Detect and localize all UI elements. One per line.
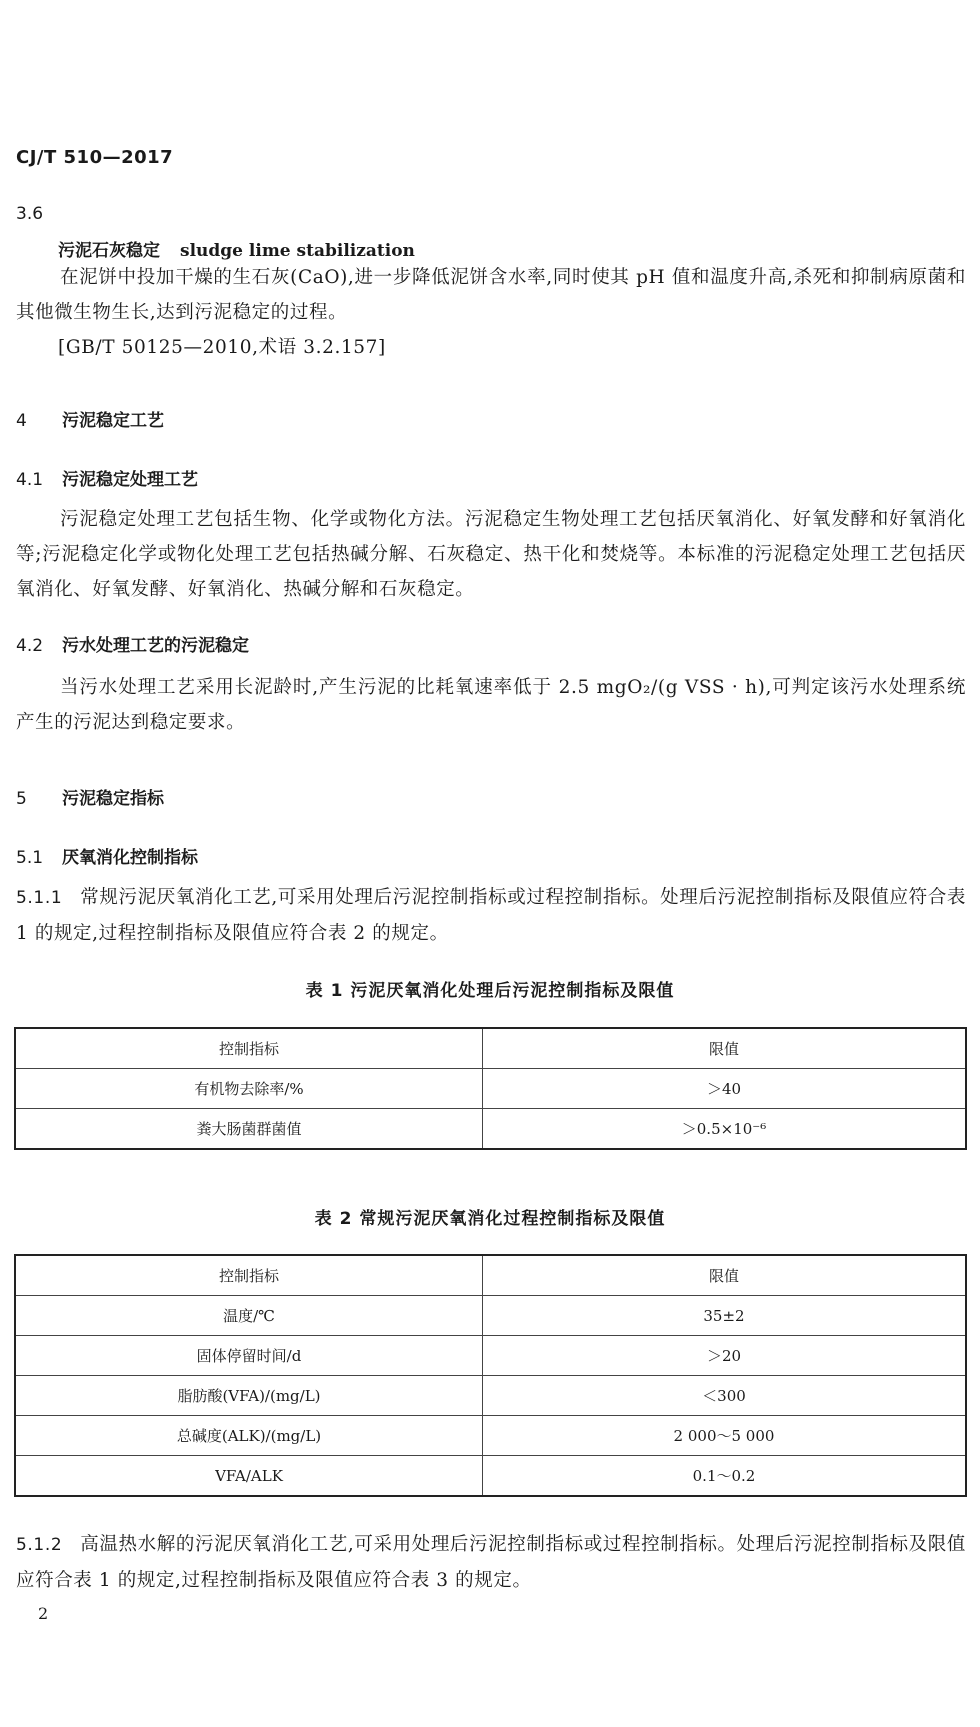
table-cell: 温度/℃ — [15, 1296, 483, 1336]
section-number: 4.1 — [16, 470, 44, 490]
table-cell: ＞20 — [483, 1336, 967, 1376]
table-1-caption: 表 1 污泥厌氧消化处理后污泥控制指标及限值 — [305, 981, 675, 1001]
paragraph-4-1: 污泥稳定处理工艺包括生物、化学或物化方法。污泥稳定生物处理工艺包括厌氧消化、好氧发酵和好氧消化等;污泥稳定化学或物化处理工艺包括热碱分解、石灰稳定、热干化和焚烧等。本标准的污泥稳定处理工艺包括厌氧消化、好氧发酵、好氧消化、热碱分解和石灰稳定。 — [16, 509, 966, 600]
table-header-row — [15, 1255, 966, 1296]
header-cell: 限值 — [483, 1028, 967, 1069]
table-cell: 2 000～5 000 — [483, 1416, 967, 1456]
section-heading-4 — [16, 406, 164, 431]
clause-number-3-6: 3.6 — [16, 204, 44, 224]
section-title: 厌氧消化控制指标 — [62, 848, 198, 868]
table-row — [15, 1296, 966, 1336]
section-heading-4-2 — [16, 631, 249, 656]
table-2-caption: 表 2 常规污泥厌氧消化过程控制指标及限值 — [314, 1209, 666, 1229]
section-number: 4 — [16, 411, 27, 431]
paragraph-5-1-1 — [16, 880, 966, 951]
section-heading-4-1 — [16, 465, 198, 490]
section-title: 污泥稳定处理工艺 — [62, 470, 198, 490]
table-cell: ＞0.5×10⁻⁶ — [483, 1109, 967, 1150]
section-title: 污泥稳定工艺 — [62, 411, 164, 431]
header-cell: 控制指标 — [15, 1028, 483, 1069]
table-row — [15, 1069, 966, 1109]
section-number: 5.1 — [16, 848, 44, 868]
header-cell: 控制指标 — [15, 1255, 483, 1296]
paragraph-4-2: 当污水处理工艺采用长泥龄时,产生污泥的比耗氧速率低于 2.5 mgO₂/(g VSS · h),可判定该污水处理系统产生的污泥达到稳定要求。 — [16, 677, 966, 733]
clause-text: 高温热水解的污泥厌氧消化工艺,可采用处理后污泥控制指标或过程控制指标。处理后污泥控制指标及限值应符合表 1 的规定,过程控制指标及限值应符合表 3 的规定。 — [16, 1534, 966, 1591]
table-row — [15, 1416, 966, 1456]
document-code: CJ/T 510—2017 — [16, 147, 174, 168]
section-number: 4.2 — [16, 636, 44, 656]
term-source: [GB/T 50125—2010,术语 3.2.157] — [58, 337, 386, 358]
clause-text: 常规污泥厌氧消化工艺,可采用处理后污泥控制指标或过程控制指标。处理后污泥控制指标及限值应符合表 1 的规定,过程控制指标及限值应符合表 2 的规定。 — [16, 887, 966, 944]
paragraph-5-1-2 — [16, 1527, 966, 1598]
page-number: 2 — [38, 1604, 49, 1623]
table-row — [15, 1336, 966, 1376]
table-cell: ＜300 — [483, 1376, 967, 1416]
table-cell: 粪大肠菌群菌值 — [15, 1109, 483, 1150]
table-cell: 固体停留时间/d — [15, 1336, 483, 1376]
term-heading — [58, 236, 415, 261]
table-cell: 35±2 — [483, 1296, 967, 1336]
clause-number: 5.1.2 — [16, 1535, 63, 1555]
header-cell: 限值 — [483, 1255, 967, 1296]
section-heading-5-1 — [16, 843, 198, 868]
table-cell: 0.1～0.2 — [483, 1456, 967, 1497]
table-header-row — [15, 1028, 966, 1069]
section-title: 污泥稳定指标 — [62, 789, 164, 809]
table-row — [15, 1456, 966, 1497]
table-cell: 有机物去除率/% — [15, 1069, 483, 1109]
table-1 — [14, 1027, 967, 1150]
term-zh: 污泥石灰稳定 — [58, 241, 160, 261]
table-row — [15, 1376, 966, 1416]
clause-number: 5.1.1 — [16, 888, 63, 908]
table-cell: VFA/ALK — [15, 1456, 483, 1497]
section-number: 5 — [16, 789, 27, 809]
term-definition: 在泥饼中投加干燥的生石灰(CaO),进一步降低泥饼含水率,同时使其 pH 值和温度升高,杀死和抑制病原菌和其他微生物生长,达到污泥稳定的过程。 — [16, 267, 966, 323]
table-2 — [14, 1254, 967, 1497]
table-cell: 总碱度(ALK)/(mg/L) — [15, 1416, 483, 1456]
table-row — [15, 1109, 966, 1150]
section-heading-5 — [16, 784, 164, 809]
section-title: 污水处理工艺的污泥稳定 — [62, 636, 249, 656]
table-cell: ＞40 — [483, 1069, 967, 1109]
table-cell: 脂肪酸(VFA)/(mg/L) — [15, 1376, 483, 1416]
term-en: sludge lime stabilization — [180, 241, 415, 261]
